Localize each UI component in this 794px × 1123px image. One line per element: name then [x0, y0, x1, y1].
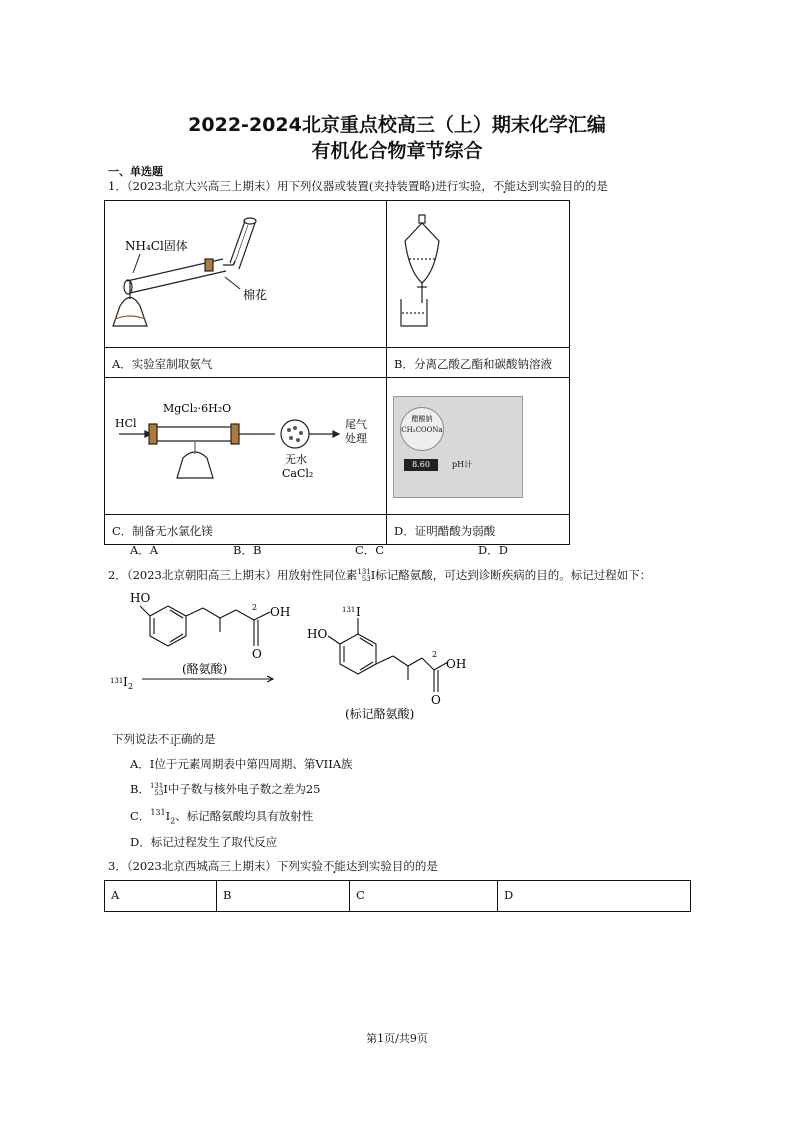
q1-option-b[interactable]: B．B [233, 543, 262, 557]
q2-option-a[interactable]: A．I位于元素周期表中第四周期、第VIIA族 [130, 757, 353, 771]
section-heading: 一、单选题 [108, 165, 163, 178]
tyr-oh: OH [270, 605, 291, 619]
q1-emph: 不能 [492, 179, 516, 193]
q1a-label-nh4cl: NH₄Cl固体 [125, 239, 188, 253]
q1c-label-mgcl2: MgCl₂·6H₂O [163, 402, 232, 415]
q2-question [112, 731, 216, 747]
q2c-sub: 2 [170, 816, 176, 826]
q2-option-c-text: 、标记酪氨酸均具有放射性 [175, 809, 314, 823]
q1-caption-a: A．实验室制取氨气 [112, 357, 213, 371]
q1d-label-salt: 醋酸钠 [411, 415, 433, 423]
q1c-label-chuli: 处理 [345, 432, 367, 445]
q1-cell-a-caption [105, 348, 387, 378]
q1-num: 1． [108, 179, 127, 193]
separatory-funnel-figure [387, 201, 569, 344]
q3-header-c: C [350, 881, 498, 912]
q1-caption-b: B．分离乙酸乙酯和碳酸钠溶液 [394, 357, 552, 371]
ammonia-apparatus-figure [105, 201, 386, 344]
q1d-label-formula: CH₃COONa [401, 426, 443, 434]
q3-stem-c: 达到实验目的的是 [345, 859, 438, 873]
q2-option-c[interactable] [130, 808, 313, 825]
reagent-symbol: I [123, 675, 128, 689]
q1d-label-phmeter: pH计 [452, 460, 473, 469]
q1-table [104, 200, 570, 545]
labeled-tyr-name: (标记酪氨酸) [345, 707, 415, 721]
q3-source: （2023北京西城高三上期末） [126, 859, 277, 873]
q2-option-c-letter: C． [130, 809, 151, 823]
q2-question-a: 下列说法 [112, 732, 158, 746]
q2b-z: 53 [154, 789, 164, 797]
q1-stem-c: 达到实验目的的是 [515, 179, 608, 193]
tyr-o: O [252, 647, 262, 661]
label-ho: HO [307, 627, 328, 641]
q2-option-b-text: I中子数与核外电子数之差为25 [163, 782, 321, 796]
q1-option-a[interactable]: A．A [130, 543, 159, 557]
q1-cell-b-figure [387, 201, 570, 348]
q2-question-emph: 不正确 [158, 732, 193, 746]
q1-stem-a: 用下列仪器或装置(夹持装置略)进行实验， [276, 179, 493, 193]
reagent-mass: 131 [110, 677, 124, 685]
q3-header-b: B [217, 881, 350, 912]
q1-caption-d: D．证明醋酸为弱酸 [394, 524, 496, 538]
q2-isotope-mass: 131 [357, 568, 371, 576]
label-nh-sub: 2 [432, 650, 438, 659]
q2-option-d[interactable]: D．标记过程发生了取代反应 [130, 835, 278, 849]
label-i-mass: 131 [342, 606, 356, 614]
q1c-label-cacl2: CaCl₂ [282, 467, 314, 480]
q2-isotope-z: 53 [361, 575, 371, 583]
page-footer: 第1页/共9页 [366, 1032, 428, 1045]
q1-source: （2023北京大兴高三上期末） [126, 179, 277, 193]
q2-stem [108, 567, 651, 583]
q2-stem-b: 标记酪氨酸，可达到诊断疾病的目的。标记过程如下： [375, 568, 652, 582]
q3-emph: 不能 [322, 859, 346, 873]
q3-num: 3． [108, 859, 127, 873]
q2-question-c: 的是 [192, 732, 216, 746]
q1-option-d[interactable]: D．D [478, 543, 508, 557]
tyr-ho: HO [130, 591, 151, 605]
q1-cell-a-figure [105, 201, 387, 348]
q2-num: 2． [108, 568, 127, 582]
q3-table [104, 880, 691, 912]
q3-header-a: A [105, 881, 217, 912]
q1c-label-weiqi: 尾气 [345, 418, 367, 431]
q3-stem [108, 858, 438, 874]
mgcl2-apparatus-figure [105, 378, 386, 511]
q3-stem-a: 下列实验 [276, 859, 323, 873]
q2c-mass: 131 [150, 808, 166, 818]
label-o: O [431, 693, 441, 707]
q3-header-d: D [498, 881, 691, 912]
q1-cell-d-figure [387, 378, 570, 515]
q1-caption-c: C．制备无水氯化镁 [112, 524, 213, 538]
label-oh: OH [446, 657, 467, 671]
tyr-name: (酪氨酸) [182, 662, 228, 676]
q1c-label-hcl: HCl [115, 417, 137, 430]
tyr-nh-sub: 2 [252, 603, 258, 612]
q1a-label-cotton: 棉花 [243, 288, 268, 302]
title-line-1: 2022-2024北京重点校高三（上）期末化学汇编 [188, 114, 606, 136]
label-i: I [356, 605, 361, 619]
q1-cell-c-figure [105, 378, 387, 515]
q2-option-b[interactable] [130, 781, 321, 797]
q1-option-c[interactable]: C．C [355, 543, 385, 557]
q2b-mass: 131 [149, 782, 164, 790]
q2c-symbol: I [165, 809, 171, 823]
tyrosine-reaction-scheme [108, 588, 488, 723]
title-line-2: 有机化合物章节综合 [311, 140, 483, 162]
reagent-sub: 2 [128, 682, 134, 691]
q1d-display: 8.60 [404, 459, 438, 471]
q2-isotope-symbol: I [370, 568, 376, 582]
q2-source: （2023北京朝阳高三上期末） [126, 568, 277, 582]
ph-meter-photo [393, 396, 523, 498]
q1-stem [108, 178, 608, 194]
q1c-label-wushui: 无水 [285, 453, 307, 466]
q2-stem-a: 用放射性同位素 [276, 568, 358, 582]
q2-option-b-letter: B． [130, 782, 150, 796]
